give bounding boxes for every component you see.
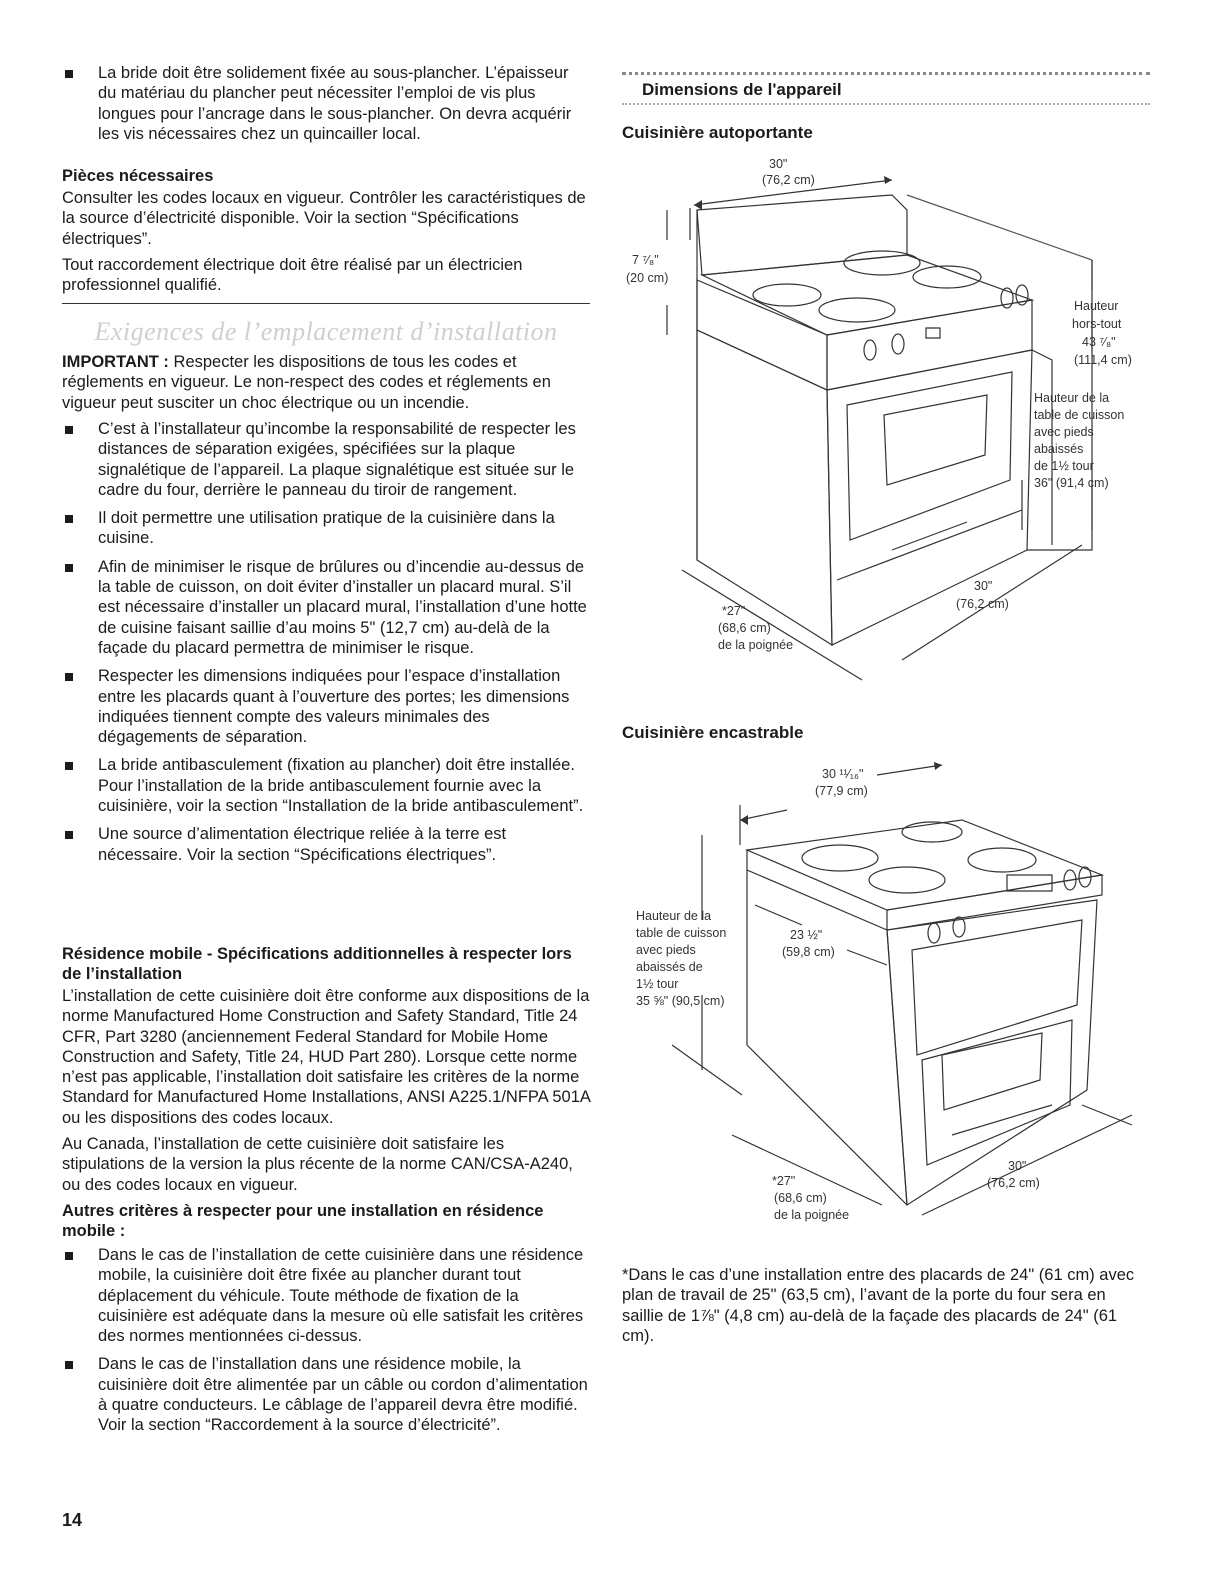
freestanding-heading: Cuisinière autoportante [622, 123, 813, 142]
list-item: Dans le cas de l’installation dans une résidence mobile, la cuisinière doit être alimentée par un câble ou cordon d’alimentation à quatre conducteurs. Le câblage de l’appareil devra être modifié. Voir la section “Raccordement à la source d’électricité”. [62, 1354, 590, 1435]
slide-cooktop-2: table de cuisson [636, 926, 727, 940]
slidein-cooktop [747, 820, 1102, 910]
free-cooktop-1: Hauteur de la [1034, 391, 1110, 405]
cooktop-shape [702, 255, 1032, 335]
pieces-paragraph-1: Consulter les codes locaux en vigueur. Contrôler les caractéristiques de la source d’électricité disponible. Voir la section “Spécifications électriques”. [62, 189, 586, 248]
free-depth-note: de la poignée [718, 638, 794, 652]
free-depth-in: *27" [722, 604, 746, 618]
list-item: La bride antibasculement (fixation au plancher) doit être installée. Pour l’installation de la bride antibasculement fournie avec la cuisinière, voir la section “Installation de la bride antibasculement”. [62, 755, 590, 816]
dimensions-heading: Dimensions de l'appareil [642, 80, 842, 99]
important-paragraph [62, 352, 590, 413]
mobile-paragraph-2: Au Canada, l’installation de cette cuisinière doit satisfaire les stipulations de la version la plus récente de la norme CAN/CSA-A240, ou des codes locaux en vigueur. [62, 1135, 573, 1194]
slidein-oven-door [922, 1020, 1072, 1165]
slide-cooktop-5: 1½ tour [636, 977, 679, 991]
free-height-4: (111,4 cm) [1074, 353, 1132, 367]
free-cooktop-4: abaissés [1034, 442, 1084, 456]
slide-mid-cm: (59,8 cm) [782, 945, 835, 959]
footnote: *Dans le cas d’une installation entre des placards de 24" (61 cm) avec plan de travail de 25" (63,5 cm), l’avant de la porte du four sera en saillie de 1⅞" (4,8 cm) au-delà de la façade des placards de 24" (61 cm). [622, 1266, 1135, 1345]
slidein-front [887, 900, 1097, 1205]
list-item: Respecter les dimensions indiquées pour l’espace d’installation entre les placards quant à l’ouverture des portes; les dimensions indiquées tiennent compte des valeurs minimales des dégagements de séparation. [62, 666, 590, 747]
free-back-cm: (20 cm) [626, 271, 669, 285]
slide-side-in: 30" [1008, 1159, 1027, 1173]
oven-window [884, 395, 987, 485]
page-number: 14 [62, 1510, 83, 1530]
slide-cooktop-3: avec pieds [636, 943, 696, 957]
freestanding-range-diagram [622, 150, 1152, 690]
free-cooktop-3: avec pieds [1034, 425, 1094, 439]
slide-cooktop-6: 35 ⅝" (90,5 cm) [636, 994, 725, 1008]
intro-bullet: La bride doit être solidement fixée au sous-plancher. L’épaisseur du matériau du plancher peut nécessiter l’emploi de vis plus longues pour l’ancrage dans le sous-plancher. On devra acquérir les vis nécessaires chez un quincailler local. [62, 63, 590, 144]
list-item: Il doit permettre une utilisation pratique de la cuisinière dans la cuisine. [62, 508, 590, 549]
list-item: Afin de minimiser le risque de brûlures ou d’incendie au-dessus de la table de cuisson, on doit éviter d’installer un placard mural. S’il est nécessaire d’installer un placard mural, l’installation d’une hotte de cuisine faisant saillie d’au moins 5" (12,7 cm) au-delà de la façade du placard permettra de minimiser le risque. [62, 557, 590, 658]
mobile-heading: Résidence mobile - Spécifications additionnelles à respecter lors de l’installation [62, 945, 572, 983]
list-item: Une source d’alimentation électrique reliée à la terre est nécessaire. Voir la section “Spécifications électriques”. [62, 824, 590, 865]
slide-mid-in: 23 ½" [790, 928, 823, 942]
control-panel [827, 300, 1032, 390]
width-arrow-head [884, 176, 892, 184]
free-back-in: 7 ⁷⁄₈" [632, 253, 659, 267]
slide-depth-note: de la poignée [774, 1208, 850, 1222]
slide-depth-in: *27" [772, 1174, 796, 1188]
free-height-3: 43 ⁷⁄₈" [1082, 335, 1116, 349]
mobile-paragraph-1: L’installation de cette cuisinière doit être conforme aux dispositions de la norme Manufactured Home Construction and Safety Standard, Title 24 CFR, Part 3280 (anciennement Federal Standard for Mobile Home Construction and Safety, Title 24, HUD Part 280). Lorsque cette norme n’est pas applicable, l’installation doit satisfaire les critères de la norme Standard for Manufactured Home Installations, ANSI A225.1/NFPA 501A ou les dispositions des codes locaux. [62, 987, 590, 1127]
dimensions-bottom-rule [622, 103, 1150, 105]
slide-depth-cm: (68,6 cm) [774, 1191, 827, 1205]
slide-cooktop-1: Hauteur de la [636, 909, 712, 923]
list-item: C’est à l’installateur qu’incombe la responsabilité de respecter les distances de séparation exigées, spécifiées sur la plaque signalétique de l’appareil. La plaque signalétique est située sur le cadre du four, derrière le panneau du tiroir de rangement. [62, 419, 590, 500]
autres-heading: Autres critères à respecter pour une installation en résidence mobile : [62, 1201, 544, 1240]
section-title: Exigences de l’emplacement d’installation [94, 317, 558, 346]
slide-cooktop-4: abaissés de [636, 960, 703, 974]
free-side-in: 30" [974, 579, 993, 593]
free-cooktop-5: de 1½ tour [1034, 459, 1094, 473]
section-divider [62, 303, 590, 304]
slidein-range-diagram [622, 755, 1152, 1255]
list-item: Dans le cas de l’installation de cette cuisinière dans une résidence mobile, la cuisinière doit être fixée au plancher durant tout déplacement du véhicule. Toute méthode de fixation de la cuisinière est adéquate dans la mesure où elle satisfait les critères des normes mentionnées ci-dessus. [62, 1245, 590, 1346]
important-text: Respecter les dispositions de tous les codes et réglements en vigueur. Le non-respect des codes et réglements en vigueur peut susciter un choc électrique ou un incendie. [62, 353, 551, 412]
slide-width-in: 30 ¹¹⁄₁₆" [822, 767, 864, 781]
slide-side-cm: (76,2 cm) [987, 1176, 1040, 1190]
slidein-heading: Cuisinière encastrable [622, 723, 804, 742]
free-depth-cm: (68,6 cm) [718, 621, 771, 635]
dimensions-top-rule [622, 72, 1150, 75]
free-width-in: 30" [769, 157, 788, 171]
free-height-1: Hauteur [1074, 299, 1119, 313]
range-side [697, 330, 832, 645]
pieces-paragraph-2: Tout raccordement électrique doit être réalisé par un électricien professionnel qualifié. [62, 255, 523, 295]
backguard-shape [697, 195, 907, 275]
slide-width-cm: (77,9 cm) [815, 784, 868, 798]
free-cooktop-6: 36" (91,4 cm) [1034, 476, 1109, 490]
important-label: IMPORTANT : [62, 353, 169, 371]
free-height-2: hors-tout [1072, 317, 1122, 331]
free-side-cm: (76,2 cm) [956, 597, 1009, 611]
pieces-heading: Pièces nécessaires [62, 167, 214, 185]
free-cooktop-2: table de cuisson [1034, 408, 1125, 422]
free-width-cm: (76,2 cm) [762, 173, 815, 187]
